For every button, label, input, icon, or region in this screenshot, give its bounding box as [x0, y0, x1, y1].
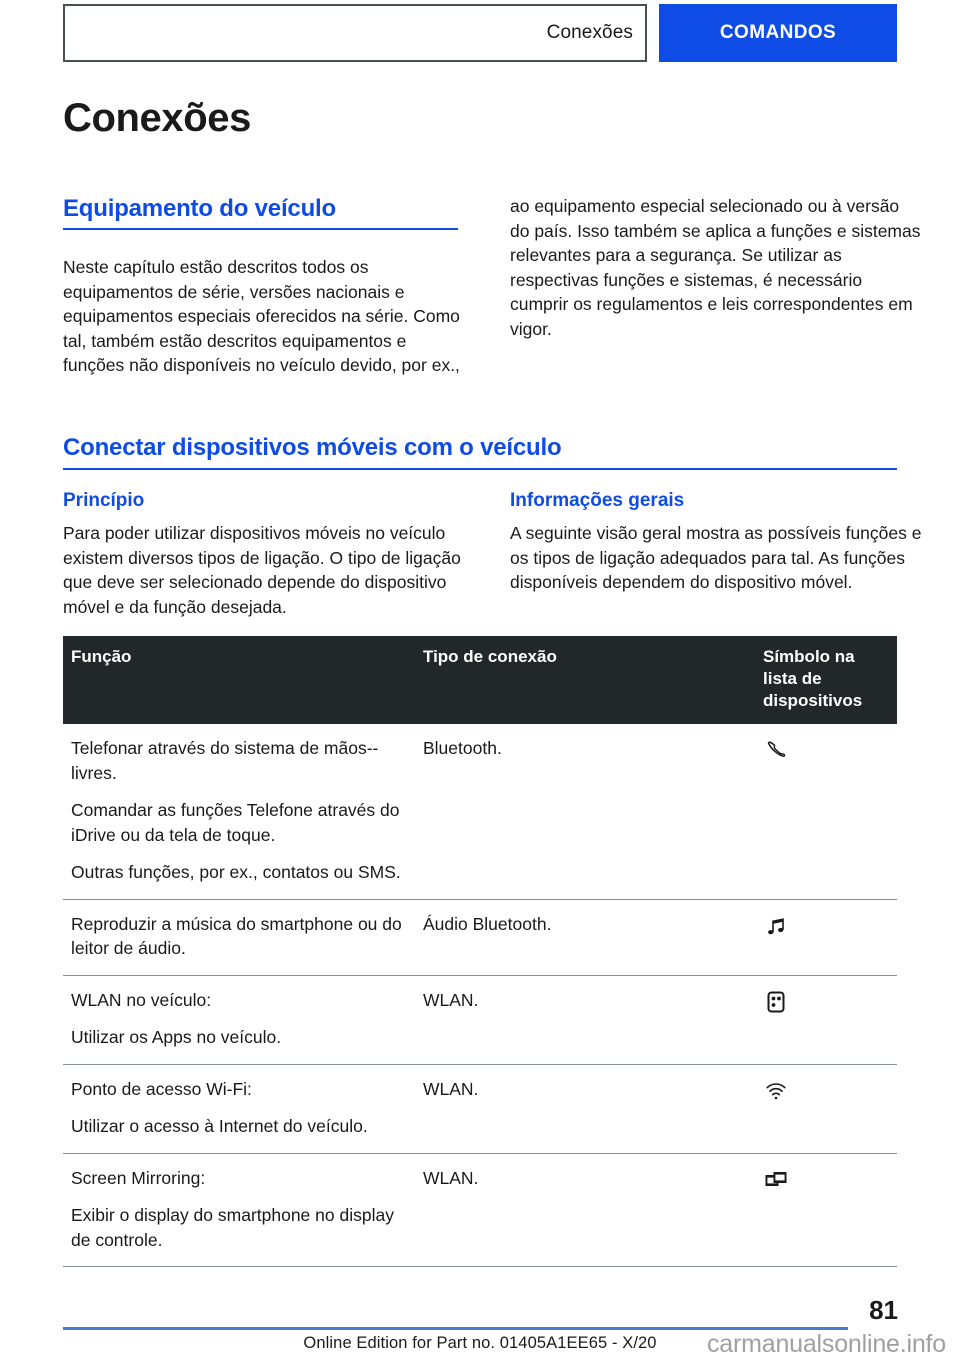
subheading-informacoes-gerais: Informações gerais [510, 490, 685, 511]
watermark-text: carmanualsonline.info [706, 1330, 946, 1358]
cell-funcao-paragraph: Outras funções, por ex., contatos ou SMS. [71, 862, 401, 882]
chapter-tab-bar [63, 4, 897, 62]
cell-funcao [63, 988, 415, 1050]
cell-tipo-de-conexao: WLAN. [423, 1078, 479, 1099]
cell-tipo-de-conexao: WLAN. [423, 989, 479, 1010]
tab-comandos[interactable] [659, 4, 897, 62]
heading-conectar-dispositivos: Conectar dispositivos móveis com o veículo [63, 434, 562, 461]
page-title: Conexões [63, 96, 251, 140]
table-row [63, 976, 897, 1065]
table-row [63, 1154, 897, 1268]
cell-simbolo [755, 736, 897, 885]
table-header-funcao: Função [71, 647, 132, 666]
heading-equipamento-rule [63, 228, 458, 230]
heading-equipamento-do-veiculo: Equipamento do veículo [63, 195, 336, 222]
cell-tipo-de-conexao: Áudio Bluetooth. [423, 913, 552, 934]
cell-simbolo [755, 988, 897, 1050]
table-body [63, 724, 897, 1267]
cell-tipo-de-conexao: Bluetooth. [423, 738, 502, 758]
cell-funcao-paragraph: Telefonar através do sistema de mãos--livres. [71, 738, 379, 783]
cell-funcao-paragraph: Comandar as funções Telefone através do iDrive ou da tela de toque. [71, 800, 400, 845]
cell-funcao-paragraph: Screen Mirroring: [71, 1167, 206, 1188]
table-row [63, 1065, 897, 1154]
film-strip-icon [763, 1167, 789, 1193]
cell-tipo-de-conexao: WLAN. [423, 1167, 479, 1188]
cell-funcao [63, 1077, 415, 1139]
equipamento-right-paragraph: ao equipamento especial selecionado ou à versão do país. Isso também se aplica a funções e sistemas relevantes para a segurança. Se utilizar as respectivas funções e sistemas, é necessário cumprir os regulamentos e leis correspondentes em vigor. [510, 196, 921, 339]
wifi-icon [763, 1078, 789, 1104]
cell-funcao-paragraph: WLAN no veículo: [71, 989, 212, 1010]
cell-funcao-paragraph: Exibir o display do smartphone no display de controle. [71, 1205, 394, 1250]
cell-funcao-paragraph: Utilizar os Apps no veículo. [71, 1027, 282, 1047]
cell-simbolo [755, 912, 897, 961]
subheading-principio: Princípio [63, 490, 145, 511]
table-row [63, 900, 897, 976]
apps-grid-icon [763, 989, 789, 1015]
equipamento-left-paragraph: Neste capítulo estão descritos todos os equipamentos de série, versões nacionais e equipamentos especiais oferecidos na série. Como tal, também estão descritos equipamentos e funções não disponíveis no veículo devido, por ex., [63, 257, 460, 375]
connection-types-table [63, 636, 897, 1267]
table-row [63, 724, 897, 900]
tab-comandos-label: COMANDOS [719, 22, 837, 43]
tab-conexoes[interactable] [63, 4, 647, 62]
cell-simbolo [755, 1166, 897, 1253]
cell-funcao [63, 1166, 415, 1253]
cell-funcao [63, 912, 415, 961]
cell-funcao [63, 736, 415, 885]
footer-edition-note: Online Edition for Part no. 01405A1EE65 - X/20 [303, 1334, 657, 1352]
table-header-tipo-de-conexao: Tipo de conexão [423, 647, 557, 666]
principio-paragraph: Para poder utilizar dispositivos móveis no veículo existem diversos tipos de ligação. O tipo de ligação que deve ser selecionado depende do dispositivo móvel e da função desejada. [63, 523, 461, 617]
heading-conectar-rule [63, 468, 897, 470]
tab-conexoes-label: Conexões [546, 22, 633, 43]
page-number: 81 [869, 1295, 898, 1325]
cell-funcao-paragraph: Ponto de acesso Wi-Fi: [71, 1078, 252, 1099]
informacoes-gerais-paragraph: A seguinte visão geral mostra as possíveis funções e os tipos de ligação adequados para tal. As funções disponíveis dependem do dispositivo móvel. [510, 523, 922, 592]
cell-simbolo [755, 1077, 897, 1139]
cell-funcao-paragraph: Reproduzir a música do smartphone ou do leitor de áudio. [71, 913, 402, 958]
music-note-icon [763, 913, 789, 939]
cell-funcao-paragraph: Utilizar o acesso à Internet do veículo. [71, 1116, 368, 1136]
telephone-handset-icon [763, 737, 789, 763]
table-header-row [63, 636, 897, 724]
table-header-simbolo: Símbolo na lista de dispositivos [763, 647, 863, 710]
